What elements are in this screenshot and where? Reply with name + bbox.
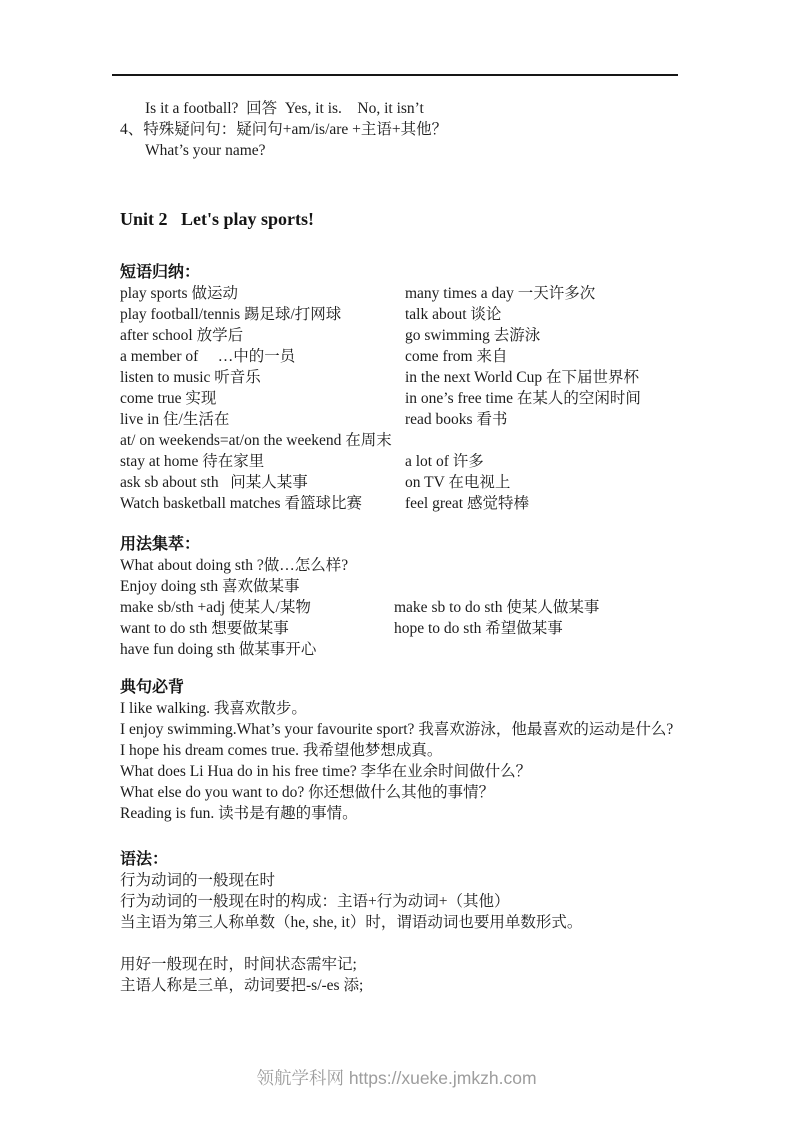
phrase-right: come from 来自 bbox=[405, 348, 508, 365]
phrase-row bbox=[120, 493, 698, 514]
sentences-section bbox=[120, 677, 698, 824]
phrase-row bbox=[120, 346, 698, 367]
grammar-line: 行为动词的一般现在时 bbox=[120, 872, 276, 889]
phrase-row bbox=[120, 325, 698, 346]
usage-left: want to do sth 想要做某事 bbox=[120, 620, 289, 637]
intro-line-1: Is it a football? 回答 Yes, it is. No, it isn’t bbox=[145, 100, 424, 117]
usage-row bbox=[120, 639, 698, 660]
sentence-line: I enjoy swimming.What’s your favourite sport? 我喜欢游泳，他最喜欢的运动是什么? bbox=[120, 721, 674, 738]
phrase-right: read books 看书 bbox=[405, 411, 508, 428]
usage-row bbox=[120, 555, 698, 576]
phrase-right: talk about 谈论 bbox=[405, 306, 502, 323]
phrase-left: stay at home 待在家里 bbox=[120, 453, 265, 470]
phrase-left: come true 实现 bbox=[120, 390, 217, 407]
usage-right: make sb to do sth 使某人做某事 bbox=[394, 599, 600, 616]
sentence-line: I like walking. 我喜欢散步。 bbox=[120, 700, 307, 717]
phrase-left: play sports 做运动 bbox=[120, 285, 238, 302]
phrase-left: listen to music 听音乐 bbox=[120, 369, 261, 386]
phrase-right: a lot of 许多 bbox=[405, 453, 484, 470]
phrase-left: at/ on weekends=at/on the weekend 在周末 bbox=[120, 432, 392, 449]
usage-left: Enjoy doing sth 喜欢做某事 bbox=[120, 578, 300, 595]
sentence-line: What else do you want to do? 你还想做什么其他的事情？ bbox=[120, 784, 495, 801]
sentence-line: Reading is fun. 读书是有趣的事情。 bbox=[120, 805, 358, 822]
page-content bbox=[120, 98, 698, 996]
phrase-right: in one’s free time 在某人的空闲时间 bbox=[405, 390, 641, 407]
phrase-left: play football/tennis 踢足球/打网球 bbox=[120, 306, 342, 323]
phrase-row bbox=[120, 283, 698, 304]
sentence-line: I hope his dream comes true. 我希望他梦想成真。 bbox=[120, 742, 443, 759]
usage-left: make sb/sth +adj 使某人/某物 bbox=[120, 599, 311, 616]
intro-section bbox=[120, 98, 698, 161]
phrase-row bbox=[120, 430, 698, 451]
sentence-line: What does Li Hua do in his free time? 李华在业余时间做什么？ bbox=[120, 763, 532, 780]
phrases-section bbox=[120, 262, 698, 514]
usage-row bbox=[120, 576, 698, 597]
phrase-right: many times a day 一天许多次 bbox=[405, 285, 596, 302]
grammar-blank-line bbox=[120, 933, 698, 954]
watermark-text: 领航学科网 https://xueke.jmkzh.com bbox=[256, 1068, 537, 1088]
phrase-right: feel great 感觉特棒 bbox=[405, 495, 529, 512]
usage-row bbox=[120, 618, 698, 639]
phrase-row bbox=[120, 472, 698, 493]
usage-heading: 用法集萃： bbox=[120, 536, 201, 553]
phrase-row bbox=[120, 409, 698, 430]
usage-left: have fun doing sth 做某事开心 bbox=[120, 641, 317, 658]
phrase-right: in the next World Cup 在下届世界杯 bbox=[405, 369, 639, 386]
footer bbox=[0, 1066, 793, 1090]
phrase-row bbox=[120, 451, 698, 472]
grammar-line: 主语人称是三单，动词要把-s/-es 添; bbox=[120, 977, 364, 994]
grammar-heading: 语法： bbox=[120, 851, 169, 868]
phrase-right: on TV 在电视上 bbox=[405, 474, 511, 491]
phrase-right: go swimming 去游泳 bbox=[405, 327, 541, 344]
intro-line-2: 4、特殊疑问句：疑问句+am/is/are +主语+其他？ bbox=[120, 121, 448, 138]
grammar-line: 当主语为第三人称单数（he, she, it）时，谓语动词也要用单数形式。 bbox=[120, 914, 583, 931]
unit-title: Unit 2 Let's play sports! bbox=[120, 209, 315, 229]
phrase-left: after school 放学后 bbox=[120, 327, 244, 344]
grammar-section bbox=[120, 849, 698, 996]
phrases-heading: 短语归纳： bbox=[120, 264, 201, 281]
top-rule bbox=[112, 74, 678, 76]
grammar-line: 用好一般现在时，时间状态需牢记; bbox=[120, 956, 357, 973]
grammar-line: 行为动词的一般现在时的构成：主语+行为动词+（其他） bbox=[120, 893, 510, 910]
phrase-row bbox=[120, 304, 698, 325]
phrase-left: a member of …中的一员 bbox=[120, 348, 296, 365]
phrase-left: ask sb about sth 问某人某事 bbox=[120, 474, 308, 491]
phrase-left: live in 住/生活在 bbox=[120, 411, 230, 428]
phrase-row bbox=[120, 388, 698, 409]
usage-row bbox=[120, 597, 698, 618]
intro-line-3: What’s your name? bbox=[145, 142, 266, 159]
usage-section bbox=[120, 534, 698, 660]
phrase-row bbox=[120, 367, 698, 388]
phrase-left: Watch basketball matches 看篮球比赛 bbox=[120, 495, 362, 512]
sentences-heading: 典句必背 bbox=[120, 679, 185, 696]
usage-left: What about doing sth ?做…怎么样? bbox=[120, 557, 349, 574]
usage-right: hope to do sth 希望做某事 bbox=[394, 620, 563, 637]
